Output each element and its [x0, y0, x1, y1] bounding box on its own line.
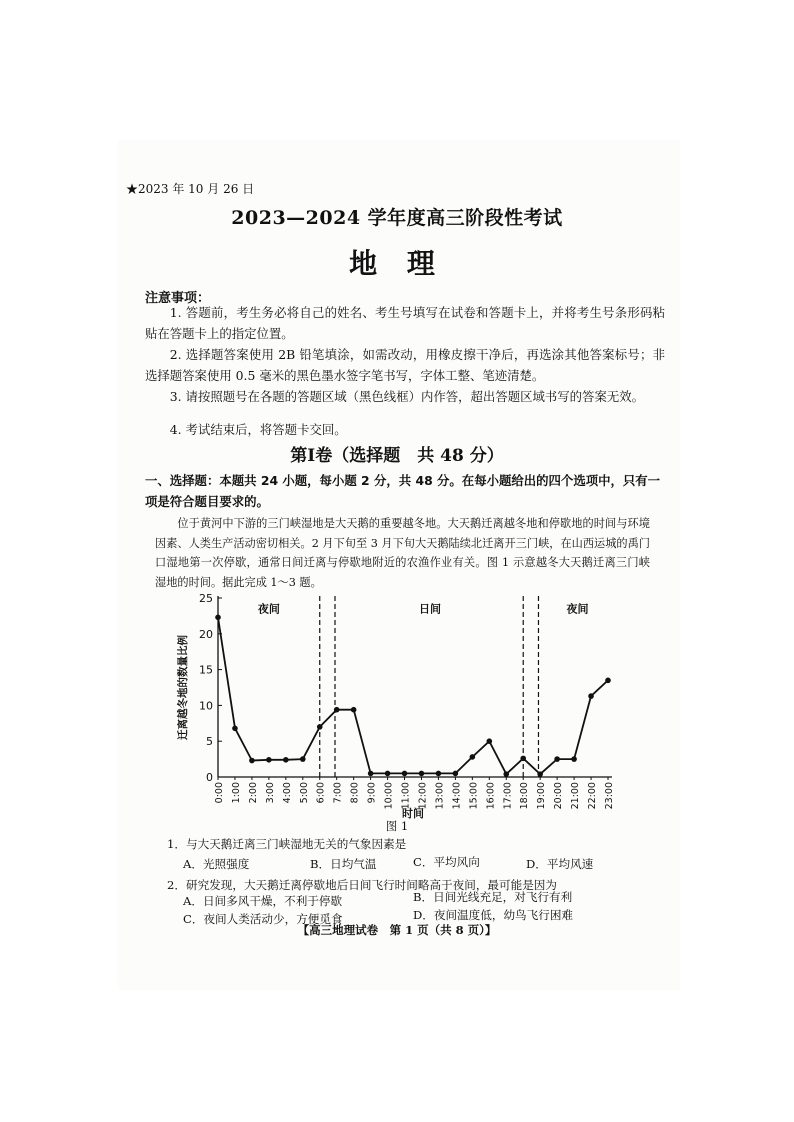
x-tick-label: 12:00: [417, 782, 429, 810]
section-title: 第Ⅰ卷（选择题 共 48 分）: [290, 446, 504, 466]
x-tick-label: 8:00: [349, 782, 361, 804]
period-label: 日间: [418, 602, 441, 616]
x-tick-label: 13:00: [434, 782, 446, 810]
question-1-stem: 1．与大天鹅迁离三门峡湿地无关的气象因素是: [167, 837, 407, 851]
x-tick-label: 0:00: [214, 782, 225, 804]
data-point-3:00: [266, 757, 272, 763]
x-tick-label: 7:00: [332, 782, 344, 804]
x-tick-label: 4:00: [281, 782, 293, 804]
figure-1-chart: [170, 588, 620, 828]
series-line-0: [218, 617, 608, 774]
x-tick-label: 5:00: [298, 782, 310, 804]
question-2-option-b: B．日间光线充足，对飞行有利: [413, 890, 573, 904]
data-point-5:00: [300, 756, 306, 762]
period-label: 夜间: [566, 602, 589, 616]
note-item-3: 3. 请按照题号在各题的答题区域（黑色线框）内作答，超出答题区域书写的答案无效。: [169, 389, 645, 404]
data-point-13:00: [436, 771, 442, 777]
note-item-4: 4. 考试结束后，将答题卡交回。: [169, 422, 347, 437]
y-tick-label: 10: [199, 699, 213, 713]
exam-title: 2023—2024 学年度高三阶段性考试: [231, 207, 563, 229]
question-2-option-c: C．夜间人类活动少，方便觅食: [183, 912, 343, 926]
x-tick-label: 23:00: [604, 782, 615, 810]
subject-title: 地 理: [349, 247, 445, 280]
x-tick-label: 3:00: [264, 782, 276, 804]
x-tick-label: 21:00: [570, 782, 582, 810]
x-tick-label: 17:00: [502, 782, 514, 810]
question-2-option-d: D．夜间温度低，幼鸟飞行困难: [413, 908, 574, 922]
data-point-10:00: [385, 771, 391, 777]
question-1-option-d: D．平均风速: [526, 857, 594, 871]
data-point-20:00: [554, 756, 560, 762]
x-tick-label: 22:00: [587, 782, 599, 810]
period-label: 夜间: [257, 602, 280, 616]
x-tick-label: 20:00: [553, 782, 565, 810]
data-point-8:00: [351, 707, 357, 713]
question-1-option-a: A．光照强度: [183, 857, 250, 871]
x-tick-label: 19:00: [536, 782, 548, 810]
x-tick-label: 10:00: [383, 782, 395, 810]
data-point-2:00: [249, 758, 255, 764]
data-point-7:00: [334, 707, 340, 713]
data-point-18:00: [520, 756, 526, 762]
data-point-19:00: [537, 771, 543, 777]
x-tick-label: 9:00: [366, 782, 378, 804]
y-tick-label: 0: [206, 771, 213, 784]
y-tick-label: 5: [206, 735, 213, 749]
section-instructions: 一、选择题：本题共 24 小题，每小题 2 分，共 48 分。在每小题给出的四个选项中，只有一项是符合题目要求的。: [145, 473, 661, 509]
x-tick-label: 11:00: [400, 782, 412, 810]
page-footer: 【高三地理试卷 第 1 页（共 8 页）】: [297, 923, 497, 937]
x-tick-label: 1:00: [230, 782, 242, 804]
exam-date: ★2023 年 10 月 26 日: [126, 182, 255, 196]
data-point-4:00: [283, 757, 289, 763]
data-point-9:00: [368, 771, 374, 777]
data-point-12:00: [419, 771, 425, 777]
data-point-14:00: [453, 771, 459, 777]
note-item-1: 1. 答题前，考生务必将自己的姓名、考生号填写在试卷和答题卡上，并将考生号条形码粘贴在答题卡上的指定位置。: [145, 305, 665, 341]
x-tick-label: 18:00: [519, 782, 531, 810]
x-axis-title: 时间: [402, 807, 424, 820]
y-tick-label: 20: [199, 627, 213, 641]
x-tick-label: 14:00: [451, 782, 463, 810]
x-tick-label: 2:00: [247, 782, 259, 804]
x-tick-label: 16:00: [485, 782, 497, 810]
data-point-23:00: [605, 678, 611, 684]
y-tick-label: 15: [199, 663, 213, 677]
question-2-stem: 2．研究发现，大天鹅迁离停歇地后日间飞行时间略高于夜间，最可能是因为: [167, 878, 557, 892]
note-item-2: 2. 选择题答案使用 2B 铅笔填涂，如需改动，用橡皮擦干净后，再选涂其他答案标号；非选择题答案使用 0.5 毫米的黑色墨水签字笔书写，字体工整、笔迹清楚。: [145, 347, 665, 383]
y-tick-label: 25: [199, 592, 213, 605]
data-point-1:00: [232, 726, 238, 732]
x-tick-label: 6:00: [315, 782, 327, 804]
question-2-option-a: A．日间多风干燥，不利于停歇: [183, 894, 343, 908]
notes-heading: 注意事项：: [145, 291, 211, 306]
figure-caption: 图 1: [385, 819, 409, 833]
question-1-option-b: B．日均气温: [310, 857, 377, 871]
x-tick-label: 15:00: [468, 782, 480, 810]
question-1-option-c: C．平均风向: [413, 855, 480, 869]
data-point-17:00: [503, 771, 509, 777]
question-context: 位于黄河中下游的三门峡湿地是大天鹅的重要越冬地。大天鹅迁离越冬地和停歇地的时间与环境因素、人类生产活动密切相关。2 月下旬至 3 月下旬大天鹅陆续北迁离开三门峡，在山西运城的禹门口湿地第一次停歇，通常日间迁离与停歇地附近的农渔作业有关。图 1 示意越冬大天鹅迁离三门峡湿地的时间。据此完成 1～3 题。: [155, 517, 650, 589]
data-point-22:00: [588, 693, 594, 699]
data-point-15:00: [470, 754, 476, 760]
data-point-16:00: [487, 738, 493, 744]
y-axis-title: 迁离越冬地的数量比例: [177, 635, 189, 740]
data-point-11:00: [402, 771, 408, 777]
data-point-21:00: [571, 756, 577, 762]
data-point-0:00: [215, 615, 221, 621]
data-point-6:00: [317, 724, 323, 730]
